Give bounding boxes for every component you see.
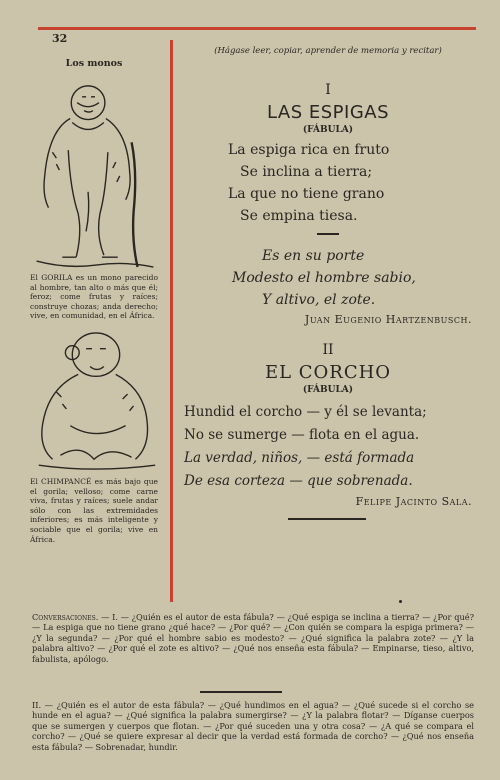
fable1-moral: [180, 245, 476, 311]
moral-line: Es en su porte: [262, 248, 365, 264]
verse-line: Se inclina a tierra;: [240, 164, 373, 180]
gorilla-illustration: [30, 73, 158, 271]
moral-line: Y altivo, el zote.: [262, 292, 376, 308]
fable2-verses: [180, 401, 476, 493]
fable2-numeral: II: [322, 342, 334, 358]
chimpanzee-note: El CHIMPANCÉ es más bajo que el gorila; velloso; come carne viva, frutas y raíces; suele andar sólo con las extremidades inferiores; es más inteligente y sociable que el gorila; vive en África.: [30, 476, 158, 544]
stanza-divider: [317, 233, 339, 235]
verse-line: No se sumerge — flota en el agua.: [184, 427, 420, 443]
fable2-subtitle: (FÁBULA): [302, 385, 354, 395]
verse-line: La espiga rica en fruto: [228, 142, 390, 158]
conversations-text-1: — I. — ¿Quién es el autor de esta fábula? — ¿Qué espiga se inclina a tierra? — ¿Por qué? — La espiga que no tiene grano ¿qué hace? — ¿Por qué? — ¿Con quién se compara la espiga primera? — ¿Y la segunda? — ¿Por qué el hombre sabio es modesto? — ¿Qué significa la palabra zote? — ¿Y la palabra altivo? — ¿Por qué el zote es altivo? — ¿Qué nos enseña esta fábula? — Empinarse, tieso, altivo, fabulista, apólogo.: [32, 612, 474, 664]
verse-line: Hundid el corcho — y él se levanta;: [184, 404, 427, 420]
end-rule: [288, 518, 366, 520]
gorilla-note: El GORILA es un mono parecido al hombre, tan alto o más que él; feroz; come frutas y raíces; construye chozas; anda derecho; vive, en comunidad, en el África.: [30, 273, 158, 321]
fable1-verses: [180, 139, 476, 227]
page-number: 32: [52, 32, 68, 45]
illustration-caption: Los monos: [65, 58, 123, 69]
top-red-rule: [38, 27, 476, 30]
fable1-numeral: I: [325, 82, 331, 98]
conversations-label: Conversaciones.: [32, 612, 99, 622]
column-red-rule: [170, 40, 173, 602]
verse-line: La que no tiene grano: [228, 186, 385, 202]
fable2-author: Felipe Jacinto Sala.: [355, 495, 472, 508]
left-column: [30, 58, 158, 544]
verse-line: De esa corteza — que sobrenada.: [184, 473, 413, 489]
instruction-hint: (Hágase leer, copiar, aprender de memoria y recitar): [214, 46, 442, 56]
fable2-title: EL CORCHO: [264, 362, 392, 383]
verse-line: Se empina tiesa.: [240, 208, 358, 224]
moral-line: Modesto el hombre sabio,: [232, 270, 416, 286]
fable1-title: LAS ESPIGAS: [266, 102, 390, 123]
ornament-dot: [399, 600, 402, 603]
fable1-subtitle: (FÁBULA): [302, 125, 354, 135]
fable1-author: Juan Eugenio Hartzenbusch.: [304, 313, 472, 326]
verse-line: La verdad, niños, — está formada: [184, 450, 415, 466]
poems-column: [180, 60, 476, 520]
conversations-part1: [32, 612, 474, 664]
conversations-part2: II. — ¿Quién es el autor de esta fábula? — ¿Qué hundimos en el agua? — ¿Qué sucede si el corcho se hunde en el agua? — ¿Qué significa la palabra sumergirse? — ¿Y la palabra flotar? — Díganse cuerpos que se sumergen y cuerpos que flotan. — ¿Por qué suceden una y otra cosa? — ¿A qué se compara el corcho? — ¿Qué se quiere expresar al decir que la verdad está formada de corcho? — ¿Qué nos enseña esta fábula? — Sobrenadar, hundir.: [32, 700, 474, 752]
section-separator: [200, 691, 282, 693]
chimpanzee-illustration: [30, 327, 158, 475]
